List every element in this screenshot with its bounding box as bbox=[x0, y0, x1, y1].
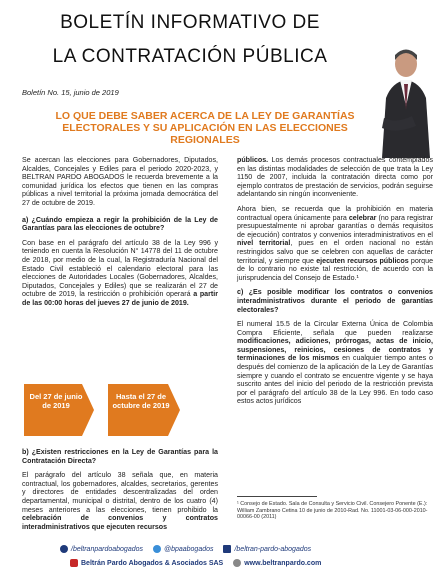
right-p2-e: , pues en el orden nacional no están restringidos salvo que se celebren con aquellas de carácter territorial, y siempre que bbox=[237, 239, 434, 265]
author-photo bbox=[372, 38, 436, 158]
right-p3-c: en cualquier tiempo antes o después del comienzo de la aplicación de la Ley de Garantías siempre y cuando el contrato se encuentre vigente y se haya suscrito antes del inicio del periodo de la restricción prevista por el parágrafo del artículo 38 de la Ley 996. En todo caso estos actos jurídicos bbox=[237, 354, 433, 406]
answer-b-bold: celebración de convenios y contratos interadministrativos que ejecuten recursos bbox=[22, 514, 218, 531]
date-end-label: Hasta el 27 de octubre de 2019 bbox=[112, 392, 170, 410]
answer-a-bold: a partir de las 00:00 horas del jueves 27 de junio de 2019. bbox=[22, 290, 218, 307]
linkedin-icon bbox=[223, 545, 231, 553]
right-p3-b: modificaciones, adiciones, prórrogas, actas de inicio, suspensiones, reinicios, cesiones de contratos y terminaciones de los mismos bbox=[237, 337, 433, 363]
date-arrow-start bbox=[24, 384, 94, 436]
question-a: a) ¿Cuándo empieza a regir la prohibición de la Ley de Garantías para las elecciones de octubre? bbox=[22, 215, 218, 233]
right-paragraph-3 bbox=[237, 320, 433, 406]
intro-paragraph: Se acercan las elecciones para Gobernadores, Diputados, Alcaldes, Concejales y Ediles para el periodo 2020-2023, y BELTRAN PARDO ABOGADOS le recuerda brevemente a la comunidad jurídica los efectos que tienen en las compras públicas a nivel territorial la próxima jornada democrática del 27 de octubre de 2019. bbox=[22, 156, 218, 207]
footer bbox=[0, 540, 447, 577]
facebook-icon bbox=[60, 545, 68, 553]
right-p3-a: El numeral 15.5 de la Circular Externa Única de Colombia Compra Eficiente, señala que pueden realizarse bbox=[237, 320, 433, 337]
right-p2-f: ejecuten recursos públicos bbox=[316, 256, 409, 265]
right-p2-b: celebrar bbox=[348, 213, 377, 222]
page-title-line2: LA CONTRATACIÓN PÚBLICA bbox=[52, 46, 328, 67]
right-column bbox=[237, 156, 433, 412]
footer-second-row bbox=[70, 559, 430, 567]
right-paragraph-1 bbox=[237, 156, 433, 199]
date-start-label: Del 27 de junio de 2019 bbox=[29, 392, 83, 410]
footer-social-row bbox=[60, 545, 420, 553]
footer-linkedin-label: /beltran-pardo-abogados bbox=[234, 545, 312, 553]
footnote-divider bbox=[237, 496, 317, 497]
question-b: b) ¿Existen restricciones en la Ley de Garantías para la Contratación Directa? bbox=[22, 448, 218, 465]
footer-facebook[interactable] bbox=[60, 545, 143, 553]
youtube-icon bbox=[70, 559, 78, 567]
footer-facebook-label: /beltranpardoabogados bbox=[71, 545, 144, 553]
twitter-icon bbox=[153, 545, 161, 553]
left-column-bottom bbox=[22, 448, 218, 537]
footer-web-label: www.beltranpardo.com bbox=[244, 559, 322, 567]
answer-b-text: El parágrafo del artículo 38 señala que, en materia contractual, los gobernadores, alcaldes, secretarios, gerentes y directores de entidades descentralizadas del orden departamental, municipal o distrital, dentro de los cuatro (4) meses anteriores a las elecciones, tienen prohibido la bbox=[22, 471, 218, 514]
right-p2-g: porque de lo contrario no existe tal restricción, de acuerdo con la jurisprudencia del Consejo de Estado.¹ bbox=[237, 256, 434, 282]
answer-a-text: Con base en el parágrafo del artículo 38 de la Ley 996 y teniendo en cuenta la Resolución N° 14778 del 11 de octubre de 2018, por medio de la cual, la Registraduría Nacional del Estado Civil estableció el calendario electoral para las elecciones de Autoridades Locales (Gobernadores, Alcaldes, Diputados, Concejales y Ediles) que se realizarán el 27 de octubre de 2019, la restricción o prohibición operará bbox=[22, 238, 218, 299]
footer-youtube-label: Beltrán Pardo Abogados & Asociados SAS bbox=[81, 559, 224, 567]
left-column bbox=[22, 156, 218, 314]
question-c: c) ¿Es posible modificar los contratos o convenios interadministrativos durante el periodo de garantías electorales? bbox=[237, 288, 433, 314]
footnote: ¹ Consejo de Estado. Sala de Consulta y Servicio Civil. Consejero Ponente (E.): William Zambrano Cetina 10 de junio de 2010-Rad. No. 11001-03-06-000-2010-00066-00 (2011) bbox=[237, 501, 428, 521]
right-p1-text: Los demás procesos contractuales contemplados en las distintas modalidades de selección de que trata la Ley 1150 de 2007, incluida la contratación directa como por ejemplo contratos de prestación de servicios, podrán seguirse adelantando sin ningún inconveniente. bbox=[237, 156, 433, 199]
answer-a-paragraph bbox=[22, 239, 218, 308]
footer-youtube[interactable] bbox=[70, 559, 223, 567]
footer-web[interactable] bbox=[233, 559, 321, 567]
footer-twitter-label: @bpaabogados bbox=[163, 545, 214, 553]
right-p1-bold: públicos. bbox=[237, 156, 269, 164]
right-p2-a: Ahora bien, se recuerda que la prohibición en materia contractual opera únicamente para bbox=[237, 204, 433, 222]
bulletin-number: Boletín No. 15, junio de 2019 bbox=[22, 88, 119, 97]
right-p2-d: nivel territorial bbox=[237, 239, 291, 248]
page-title-line1: BOLETÍN INFORMATIVO DE bbox=[60, 12, 320, 33]
article-subtitle: LO QUE DEBE SABER ACERCA DE LA LEY DE GARANTÍAS ELECTORALES Y SU APLICACIÓN EN LAS ELECCIONES REGIONALES bbox=[55, 110, 355, 146]
right-p2-c: (no para registrar presupuestalmente ni aprobar garantías o demás requisitos de ejecución) contratos y convenios interadministrativos en el bbox=[237, 213, 433, 239]
footer-linkedin[interactable] bbox=[223, 545, 311, 553]
globe-icon bbox=[233, 559, 241, 567]
footer-twitter[interactable] bbox=[153, 545, 214, 553]
date-arrow-end bbox=[108, 384, 180, 436]
answer-b-paragraph bbox=[22, 471, 218, 531]
right-paragraph-2 bbox=[237, 205, 433, 282]
